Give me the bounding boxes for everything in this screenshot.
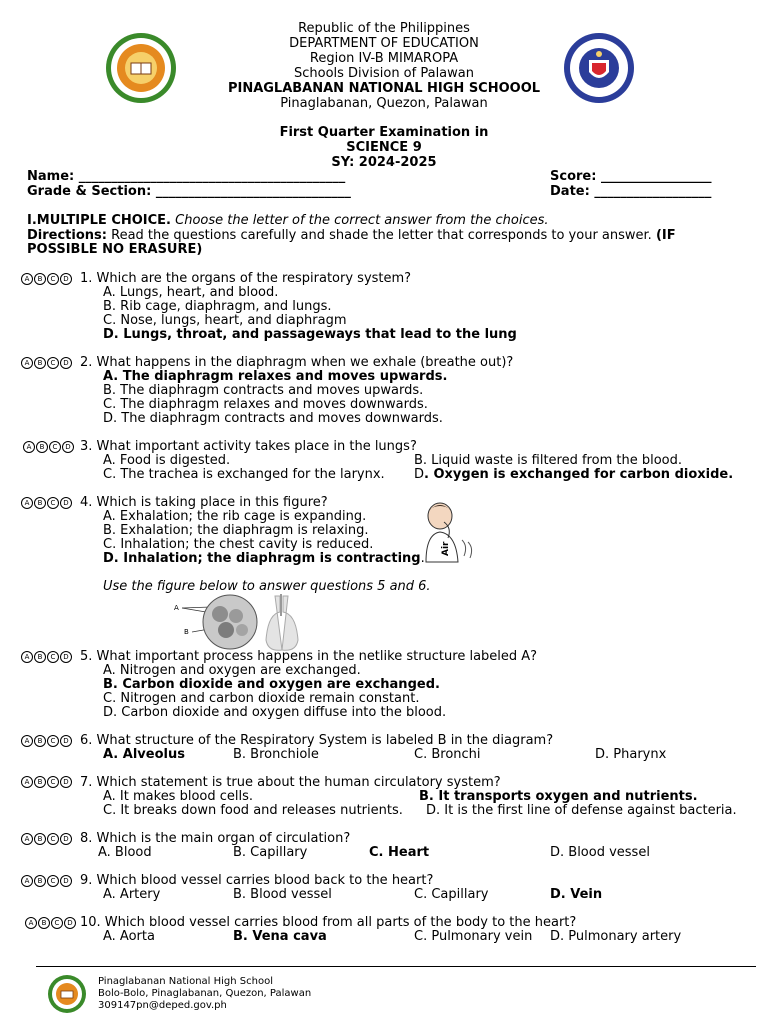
q1-choice-d: D. Lungs, throat, and passageways that lead to the lung bbox=[103, 327, 517, 342]
q5-choice-a: A. Nitrogen and oxygen are exchanged. bbox=[103, 663, 361, 678]
bubble-c[interactable]: C bbox=[47, 833, 59, 845]
q1-choice-c: C. Nose, lungs, heart, and diaphragm bbox=[103, 313, 347, 328]
q4-stem: 4. Which is taking place in this figure? bbox=[80, 495, 328, 510]
q9-choice-d: D. Vein bbox=[550, 887, 603, 902]
q4-choice-d bbox=[103, 551, 425, 566]
header-region: Region IV-B MIMAROPA bbox=[309, 51, 459, 66]
q4-choice-a: A. Exhalation; the rib cage is expanding. bbox=[103, 509, 367, 524]
bubble-a[interactable]: A bbox=[21, 357, 33, 369]
bubble-a[interactable]: A bbox=[21, 875, 33, 887]
q10-choice-c: C. Pulmonary vein bbox=[414, 929, 533, 944]
q6-choice-d: D. Pharynx bbox=[595, 747, 667, 762]
bubble-c[interactable]: C bbox=[47, 735, 59, 747]
q6-choice-b: B. Bronchiole bbox=[233, 747, 319, 762]
header-school: PINAGLABANAN NATIONAL HIGH SCHOOOL bbox=[227, 81, 541, 96]
bubble-a[interactable]: A bbox=[21, 273, 33, 285]
bubble-b[interactable]: B bbox=[34, 273, 46, 285]
directions-label: Directions: bbox=[27, 228, 107, 243]
footer-school-name: Pinaglabanan National High School bbox=[98, 976, 273, 987]
q3-stem: 3. What important activity takes place in the lungs? bbox=[80, 439, 417, 454]
q3-choice-b: B. Liquid waste is filtered from the blood. bbox=[414, 453, 682, 468]
q7-choice-b: B. It transports oxygen and nutrients. bbox=[419, 789, 698, 804]
q9-choice-a: A. Artery bbox=[103, 887, 161, 902]
q6-stem: 6. What structure of the Respiratory System is labeled B in the diagram? bbox=[80, 733, 554, 748]
bubble-d[interactable]: D bbox=[64, 917, 76, 929]
q5-choice-c: C. Nitrogen and carbon dioxide remain constant. bbox=[103, 691, 420, 706]
answer-bubbles-q7[interactable] bbox=[21, 776, 72, 788]
part-text: Choose the letter of the correct answer from the choices. bbox=[175, 213, 549, 228]
q2-choice-a: A. The diaphragm relaxes and moves upwards. bbox=[103, 369, 448, 384]
bubble-d[interactable]: D bbox=[60, 833, 72, 845]
answer-bubbles-q3[interactable] bbox=[23, 441, 74, 453]
q2-stem: 2. What happens in the diaphragm when we exhale (breathe out)? bbox=[80, 355, 514, 370]
bubble-d[interactable]: D bbox=[60, 875, 72, 887]
q10-stem: 10. Which blood vessel carries blood from all parts of the body to the heart? bbox=[80, 915, 577, 930]
q9-choice-b: B. Blood vessel bbox=[233, 887, 332, 902]
header-address: Pinaglabanan, Quezon, Palawan bbox=[280, 96, 488, 111]
bubble-a[interactable]: A bbox=[21, 651, 33, 663]
footer-school-seal-logo bbox=[44, 974, 90, 1014]
q8-stem: 8. Which is the main organ of circulation? bbox=[80, 831, 351, 846]
q7-stem: 7. Which statement is true about the human circulatory system? bbox=[80, 775, 501, 790]
q7-choice-a: A. It makes blood cells. bbox=[103, 789, 254, 804]
lung-label-b: B bbox=[184, 628, 189, 636]
q8-choice-a: A. Blood bbox=[98, 845, 152, 860]
bubble-d[interactable]: D bbox=[60, 273, 72, 285]
name-field[interactable]: Name: _________________________________________ bbox=[27, 169, 346, 184]
bubble-a[interactable]: A bbox=[23, 441, 35, 453]
header-republic: Republic of the Philippines bbox=[298, 21, 470, 36]
bubble-c[interactable]: C bbox=[47, 875, 59, 887]
bubble-a[interactable]: A bbox=[25, 917, 37, 929]
q9-choice-c: C. Capillary bbox=[414, 887, 489, 902]
q5-choice-d: D. Carbon dioxide and oxygen diffuse into the blood. bbox=[103, 705, 447, 720]
bubble-d[interactable]: D bbox=[62, 441, 74, 453]
header-department: DEPARTMENT OF EDUCATION bbox=[289, 36, 479, 51]
part-label: I.MULTIPLE CHOICE. bbox=[27, 213, 171, 228]
answer-bubbles-q9[interactable] bbox=[21, 875, 72, 887]
q3-choice-a: A. Food is digested. bbox=[103, 453, 231, 468]
q7-choice-c: C. It breaks down food and releases nutrients. bbox=[103, 803, 403, 818]
date-field[interactable]: Date: __________________ bbox=[550, 184, 712, 199]
answer-bubbles-q2[interactable] bbox=[21, 357, 72, 369]
q10-choice-b: B. Vena cava bbox=[233, 929, 327, 944]
footer-address: Bolo-Bolo, Pinaglabanan, Quezon, Palawan bbox=[98, 988, 312, 999]
q1-choice-b: B. Rib cage, diaphragm, and lungs. bbox=[103, 299, 332, 314]
q5-choice-b: B. Carbon dioxide and oxygen are exchanged. bbox=[103, 677, 440, 692]
bubble-b[interactable]: B bbox=[34, 875, 46, 887]
exam-title: First Quarter Examination in bbox=[279, 125, 489, 140]
bubble-c[interactable]: C bbox=[47, 497, 59, 509]
q9-stem: 9. Which blood vessel carries blood back to the heart? bbox=[80, 873, 434, 888]
breathing-figure-illustration bbox=[418, 500, 480, 564]
answer-bubbles-q10[interactable] bbox=[25, 917, 76, 929]
bubble-b[interactable]: B bbox=[36, 441, 48, 453]
bubble-a[interactable]: A bbox=[21, 776, 33, 788]
q1-stem: 1. Which are the organs of the respiratory system? bbox=[80, 271, 412, 286]
bubble-d[interactable]: D bbox=[60, 776, 72, 788]
bubble-d[interactable]: D bbox=[60, 497, 72, 509]
part-heading bbox=[27, 213, 549, 228]
bubble-c[interactable]: C bbox=[47, 357, 59, 369]
header-division: Schools Division of Palawan bbox=[293, 66, 474, 81]
bubble-c[interactable]: C bbox=[49, 441, 61, 453]
q4-choice-b: B. Exhalation; the diaphragm is relaxing. bbox=[103, 523, 369, 538]
q6-choice-c: C. Bronchi bbox=[414, 747, 481, 762]
q5-stem: 5. What important process happens in the netlike structure labeled A? bbox=[80, 649, 538, 664]
answer-bubbles-q6[interactable] bbox=[21, 735, 72, 747]
q1-choice-a: A. Lungs, heart, and blood. bbox=[103, 285, 279, 300]
q10-choice-d: D. Pulmonary artery bbox=[550, 929, 682, 944]
bubble-a[interactable]: A bbox=[21, 833, 33, 845]
bubble-d[interactable]: D bbox=[60, 735, 72, 747]
q3-choice-c: C. The trachea is exchanged for the larynx. bbox=[103, 467, 385, 482]
bubble-d[interactable]: D bbox=[60, 357, 72, 369]
q8-choice-b: B. Capillary bbox=[233, 845, 308, 860]
q7-choice-d: D. It is the first line of defense against bacteria. bbox=[426, 803, 737, 818]
lung-label-a: A bbox=[174, 604, 179, 612]
footer-divider bbox=[36, 966, 756, 967]
lung-diagram bbox=[170, 592, 342, 654]
bubble-b[interactable]: B bbox=[34, 497, 46, 509]
exam-school-year: SY: 2024-2025 bbox=[331, 155, 437, 170]
q2-choice-d: D. The diaphragm contracts and moves downwards. bbox=[103, 411, 443, 426]
answer-bubbles-q4[interactable] bbox=[21, 497, 72, 509]
score-field[interactable]: Score: _________________ bbox=[550, 169, 712, 184]
bubble-c[interactable]: C bbox=[47, 651, 59, 663]
directions-text: Read the questions carefully and shade the letter that corresponds to your answer. bbox=[111, 228, 652, 243]
exam-subject: SCIENCE 9 bbox=[346, 140, 422, 155]
figure-note: Use the figure below to answer questions 5 and 6. bbox=[103, 579, 431, 594]
grade-section-field[interactable]: Grade & Section: ______________________________ bbox=[27, 184, 351, 199]
directions-line bbox=[27, 228, 676, 243]
directions-bold-b: POSSIBLE NO ERASURE) bbox=[27, 242, 203, 257]
q10-choice-a: A. Aorta bbox=[103, 929, 155, 944]
bubble-b[interactable]: B bbox=[38, 917, 50, 929]
q2-choice-b: B. The diaphragm contracts and moves upwards. bbox=[103, 383, 424, 398]
bubble-b[interactable]: B bbox=[34, 651, 46, 663]
q4-choice-d-text: D. Inhalation; the diaphragm is contracting bbox=[103, 551, 421, 566]
q3-choice-d-text: . Oxygen is exchanged for carbon dioxide. bbox=[424, 467, 734, 482]
q4-choice-d-end: . bbox=[420, 551, 425, 566]
bubble-b[interactable]: B bbox=[34, 735, 46, 747]
bubble-c[interactable]: C bbox=[47, 776, 59, 788]
answer-bubbles-q8[interactable] bbox=[21, 833, 72, 845]
figure-air-label: Air bbox=[441, 541, 451, 556]
bubble-b[interactable]: B bbox=[34, 357, 46, 369]
bubble-d[interactable]: D bbox=[60, 651, 72, 663]
directions-bold-a: (IF bbox=[655, 228, 676, 243]
q8-choice-d: D. Blood vessel bbox=[550, 845, 650, 860]
q6-choice-a: A. Alveolus bbox=[103, 747, 185, 762]
q8-choice-c: C. Heart bbox=[369, 845, 430, 860]
bubble-c[interactable]: C bbox=[47, 273, 59, 285]
bubble-b[interactable]: B bbox=[34, 833, 46, 845]
q3-choice-d-prefix: D bbox=[414, 467, 425, 482]
q2-choice-c: C. The diaphragm relaxes and moves downwards. bbox=[103, 397, 428, 412]
q3-choice-d bbox=[414, 467, 733, 482]
footer-email: 309147pn@deped.gov.ph bbox=[98, 1000, 227, 1011]
bubble-a[interactable]: A bbox=[21, 735, 33, 747]
answer-bubbles-q1[interactable] bbox=[21, 273, 72, 285]
bubble-b[interactable]: B bbox=[34, 776, 46, 788]
answer-bubbles-q5[interactable] bbox=[21, 651, 72, 663]
bubble-a[interactable]: A bbox=[21, 497, 33, 509]
q4-choice-c: C. Inhalation; the chest cavity is reduced. bbox=[103, 537, 374, 552]
bubble-c[interactable]: C bbox=[51, 917, 63, 929]
